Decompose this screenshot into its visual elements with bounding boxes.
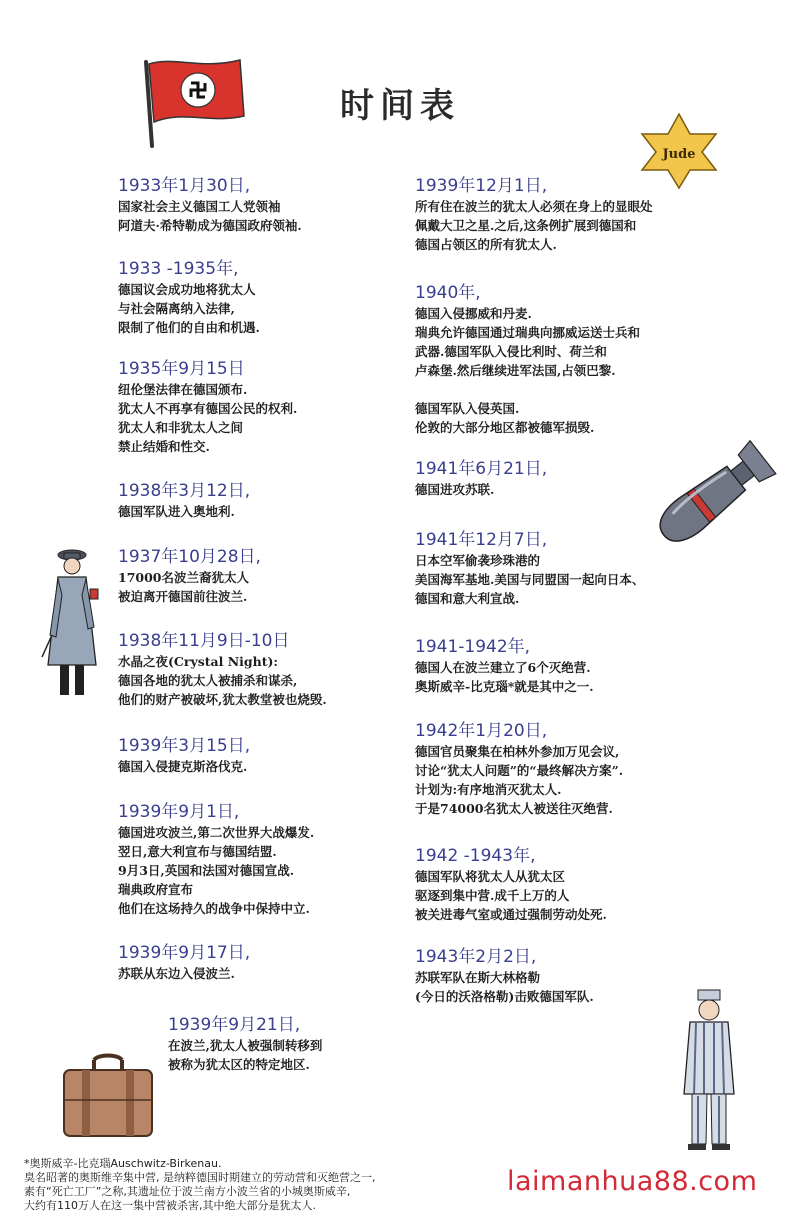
entry-text: 阿道夫·希特勒成为德国政府领袖. (118, 218, 302, 233)
timeline-entry (415, 636, 594, 696)
entry-text: 国家社会主义德国工人党领袖 (118, 199, 281, 214)
entry-text: 限制了他们的自由和机遇. (118, 320, 260, 335)
entry-text: 讨论“犹太人问题”的“最终解决方案”. (415, 763, 624, 778)
entry-text: 所有住在波兰的犹太人必须在身上的显眼处 (415, 199, 653, 214)
suitcase-illustration (58, 1050, 158, 1142)
entry-text: 驱逐到集中营.成千上万的人 (415, 888, 570, 903)
timeline-entry (415, 720, 623, 818)
entry-date: 1939年9月21日, (168, 1015, 301, 1035)
entry-text: 水晶之夜(Crystal Night): (118, 654, 279, 669)
entry-text: 被迫离开德国前往波兰. (118, 589, 248, 604)
entry-text: 9月3日,英国和法国对德国宣战. (118, 863, 295, 878)
timeline-entry (118, 480, 250, 521)
soldier-illustration (36, 545, 108, 705)
timeline-entry (118, 630, 327, 709)
entry-date: 1940年, (415, 283, 481, 303)
entry-text (415, 380, 640, 399)
footnote-line: 大约有110万人在这一集中营被杀害,其中绝大部分是犹太人. (24, 1199, 316, 1212)
entry-date: 1943年2月2日, (415, 947, 537, 967)
entry-text: 德国占领区的所有犹太人. (415, 237, 557, 252)
entry-text: 德国人在波兰建立了6个灭绝营. (415, 660, 591, 675)
entry-date: 1938年11月9日-10日 (118, 631, 290, 651)
footnote-line: 臭名昭著的奥斯维辛集中营, 是纳粹德国时期建立的劳动营和灭绝营之一, (24, 1171, 376, 1184)
entry-text: 佩戴大卫之星.之后,这条例扩展到德国和 (415, 218, 637, 233)
entry-text: 德国进攻波兰,第二次世界大战爆发. (118, 825, 315, 840)
prisoner-illustration (670, 984, 750, 1154)
entry-text: 德国议会成功地将犹太人 (118, 282, 256, 297)
entry-text: 犹太人和非犹太人之间 (118, 420, 244, 435)
entry-text: 德国军队入侵英国. (415, 401, 520, 416)
entry-date: 1939年12月1日, (415, 176, 548, 196)
entry-text: 奥斯威辛-比克瑙*就是其中之一. (415, 679, 594, 694)
timeline-entry (118, 801, 314, 918)
entry-text: 德国各地的犹太人被捕杀和谋杀, (118, 673, 298, 688)
timeline-entry (118, 358, 297, 456)
timeline-entry (415, 529, 644, 608)
entry-text: 德国和意大利宣战. (415, 591, 520, 606)
timeline-entry (415, 946, 594, 1006)
timeline-entry (415, 845, 607, 924)
entry-text: 苏联军队在斯大林格勒 (415, 970, 541, 985)
entry-date: 1941年12月7日, (415, 530, 548, 550)
timeline-entry (415, 175, 653, 254)
entry-date: 1933 -1935年, (118, 259, 239, 279)
timeline-entry (118, 258, 260, 337)
footnote (24, 1157, 376, 1213)
entry-date: 1942 -1943年, (415, 846, 536, 866)
entry-text: 他们在这场持久的战争中保持中立. (118, 901, 310, 916)
entry-text: 他们的财产被破坏,犹太教堂被也烧毁. (118, 692, 327, 707)
jude-label: Jude (662, 147, 696, 162)
entry-date: 1939年3月15日, (118, 736, 251, 756)
entry-date: 1938年3月12日, (118, 481, 251, 501)
site-watermark: laimanhua88.com (507, 1166, 758, 1197)
footnote-line: *奥斯威辛-比克瑙Auschwitz-Birkenau. (24, 1157, 222, 1170)
timeline-entry (118, 735, 250, 776)
entry-text: 在波兰,犹太人被强制转移到 (168, 1038, 323, 1053)
entry-date: 1941年6月21日, (415, 459, 548, 479)
entry-date: 1935年9月15日 (118, 359, 245, 379)
timeline-entry (415, 282, 640, 437)
entry-text: 与社会隔离纳入法律, (118, 301, 235, 316)
entry-date: 1939年9月17日, (118, 943, 251, 963)
entry-text: 禁止结婚和性交. (118, 439, 210, 454)
entry-text: 伦敦的大部分地区都被德军损毁. (415, 420, 595, 435)
entry-text: 纽伦堡法律在德国颁布. (118, 382, 248, 397)
entry-date: 1942年1月20日, (415, 721, 548, 741)
entry-text: 于是74000名犹太人被送往灭绝营. (415, 801, 613, 816)
entry-text: 犹太人不再享有德国公民的权利. (118, 401, 298, 416)
entry-text: 卢森堡.然后继续进军法国,占领巴黎. (415, 363, 616, 378)
entry-text: (今日的沃洛格勒)击败德国军队. (415, 989, 594, 1004)
entry-text: 翌日,意大利宣布与德国结盟. (118, 844, 277, 859)
entry-date: 1941-1942年, (415, 637, 531, 657)
timeline-entry (118, 942, 250, 983)
entry-text: 武器.德国军队入侵比利时、荷兰和 (415, 344, 607, 359)
entry-text: 德国军队将犹太人从犹太区 (415, 869, 566, 884)
entry-text: 被称为犹太区的特定地区. (168, 1057, 310, 1072)
entry-text: 德国入侵挪威和丹麦. (415, 306, 532, 321)
entry-text: 苏联从东边入侵波兰. (118, 966, 235, 981)
timeline-entry (118, 175, 302, 235)
timeline-entry (168, 1014, 322, 1074)
entry-date: 1937年10月28日, (118, 547, 261, 567)
timeline-entry (118, 546, 261, 606)
bomb-illustration (632, 440, 782, 562)
entry-text: 瑞典政府宣布 (118, 882, 194, 897)
entry-text: 德国进攻苏联. (415, 482, 495, 497)
entry-text: 德国入侵捷克斯洛伐克. (118, 759, 248, 774)
entry-text: 瑞典允许德国通过瑞典向挪威运送士兵和 (415, 325, 641, 340)
entry-text: 美国海军基地.美国与同盟国一起向日本、 (415, 572, 645, 587)
entry-date: 1933年1月30日, (118, 176, 251, 196)
footnote-line: 素有“死亡工厂”之称,其遗址位于波兰南方小波兰省的小城奥斯威辛, (24, 1185, 351, 1198)
entry-text: 被关进毒气室或通过强制劳动处死. (415, 907, 607, 922)
page-title: 时间表 (340, 86, 460, 126)
entry-text: 德国军队进入奥地利. (118, 504, 235, 519)
entry-text: 计划为:有序地消灭犹太人. (415, 782, 562, 797)
timeline-entry (415, 458, 547, 499)
entry-text: 17000名波兰裔犹太人 (118, 570, 249, 585)
entry-text: 日本空军偷袭珍珠港的 (415, 553, 541, 568)
entry-text: 德国官员聚集在柏林外参加万见会议, (415, 744, 620, 759)
entry-date: 1939年9月1日, (118, 802, 240, 822)
